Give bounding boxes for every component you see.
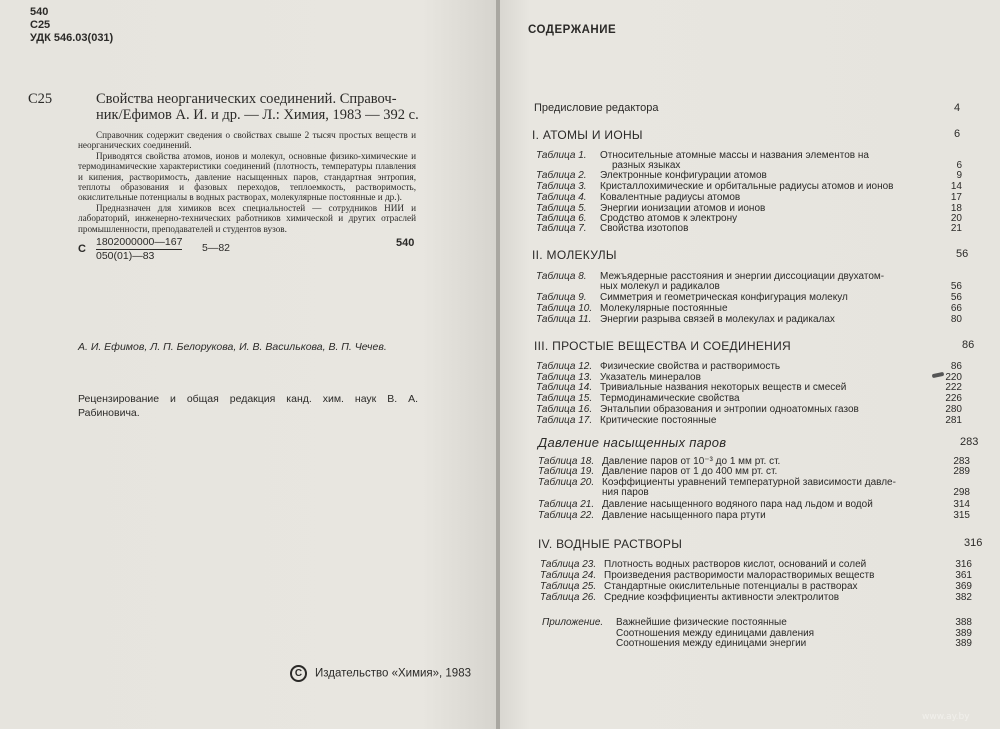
appendix-title: Важнейшие физические постоянные: [616, 617, 787, 628]
appendix-page: 389: [955, 628, 972, 639]
toc-page: 220: [945, 372, 962, 383]
section-4-title: IV. ВОДНЫЕ РАСТВОРЫ: [538, 537, 683, 551]
toc-label: Таблица 21.: [538, 499, 595, 510]
toc-label: Таблица 13.: [536, 372, 593, 383]
code-c25: С25: [30, 19, 51, 31]
toc-row: [536, 192, 962, 203]
catalog-suffix: 5—82: [202, 242, 231, 254]
toc-row: [540, 570, 972, 581]
toc-row: [538, 499, 970, 510]
copyright-line: [290, 665, 471, 682]
toc-page: 6: [956, 160, 962, 171]
catalog-denominator: 050(01)—83: [96, 250, 155, 262]
bibliographic-description: [96, 91, 419, 123]
toc-title: Молекулярные постоянные: [600, 303, 728, 314]
toc-title: Физические свойства и растворимость: [600, 361, 781, 372]
udk-code: УДК 546.03(031): [30, 32, 114, 44]
toc-row: [536, 404, 962, 415]
toc-label: Таблица 5.: [536, 203, 587, 214]
catalog-letter: С: [78, 243, 86, 255]
appendix-title: Соотношения между единицами давления: [616, 628, 815, 639]
toc-page: 369: [955, 581, 972, 592]
toc-row: [536, 415, 962, 426]
description-line-2: ник/Ефимов А. И. и др. — Л.: Химия, 1983 — 392 с.: [96, 107, 419, 123]
copyright-icon: C: [290, 665, 307, 682]
toc-title: ния паров: [602, 487, 649, 498]
toc-row: [536, 382, 962, 393]
watermark: www.ay.by: [922, 712, 970, 722]
subsection-vapor-title: Давление насыщенных паров: [538, 435, 727, 450]
toc-page: 9: [956, 170, 962, 181]
toc-label: Таблица 10.: [536, 303, 593, 314]
toc-title: Относительные атомные массы и названия элементов на: [600, 150, 869, 161]
appendix-page: 388: [955, 617, 972, 628]
appendix-label: Приложение.: [542, 617, 604, 628]
appendix-page: 389: [955, 638, 972, 649]
toc-row: [536, 223, 962, 234]
toc-label: Таблица 14.: [536, 382, 593, 393]
appendix-row: [616, 638, 972, 649]
toc-title: Ковалентные радиусы атомов: [600, 192, 741, 203]
toc-title: Энергии разрыва связей в молекулах и радикалах: [600, 314, 835, 325]
toc-page: 298: [953, 487, 970, 498]
toc-row: [540, 559, 972, 570]
toc-label: Таблица 7.: [536, 223, 587, 234]
toc-label: Таблица 8.: [536, 271, 587, 282]
toc-title: Указатель минералов: [600, 372, 701, 383]
toc-label: Таблица 25.: [540, 581, 597, 592]
toc-label: Таблица 9.: [536, 292, 587, 303]
catalog-price-code: 540: [396, 237, 415, 249]
toc-title: Средние коэффициенты активности электролитов: [604, 592, 840, 603]
copyright-text: Издательство «Химия», 1983: [315, 667, 471, 680]
toc-label: Таблица 19.: [538, 466, 595, 477]
toc-label: Таблица 1.: [536, 150, 587, 161]
toc-title: Давление насыщенного пара ртути: [602, 510, 766, 521]
toc-title: Стандартные окислительные потенциалы в растворах: [604, 581, 858, 592]
catalog-numerator: 1802000000—167: [96, 236, 183, 248]
toc-row: [536, 303, 962, 314]
toc-page: 14: [950, 181, 962, 192]
toc-page: 222: [945, 382, 962, 393]
toc-title: Критические постоянные: [600, 415, 717, 426]
section-2-page: 56: [956, 248, 969, 260]
toc-page: 56: [950, 292, 962, 303]
toc-title: Термодинамические свойства: [600, 393, 740, 404]
toc-label: Таблица 3.: [536, 181, 587, 192]
toc-page: 382: [955, 592, 972, 603]
toc-title: Давление паров от 1 до 400 мм рт. ст.: [602, 466, 778, 477]
toc-page: 289: [953, 466, 970, 477]
contents-heading: СОДЕРЖАНИЕ: [528, 24, 617, 36]
section-1-page: 6: [954, 128, 961, 140]
preface-title: Предисловие редактора: [534, 102, 659, 114]
toc-row: [536, 393, 962, 404]
toc-label: Таблица 11.: [536, 314, 592, 325]
toc-row: [536, 181, 962, 192]
toc-row: [536, 281, 962, 292]
toc-page: 314: [953, 499, 970, 510]
toc-title: Симметрия и геометрическая конфигурация молекул: [600, 292, 848, 303]
annotation-paragraph-2: Приводятся свойства атомов, ионов и молекул, основные физико-химические и термодинамические характеристики соединений (плотность, температуры плавления и кипения, растворимость, давление насыщенных паров, стандартная энтропия, теплоты образования и фазовых переходов, теплоемкость, растворимость, окислительные потенциалы в водных растворах, молекулярные постоянные и др.).: [78, 150, 416, 203]
review-credit: Рецензирование и общая редакция канд. хим. наук В. А. Рабиновича.: [78, 393, 418, 419]
toc-title: Энтальпии образования и энтропии одноатомных газов: [600, 404, 859, 415]
toc-label: Таблица 17.: [536, 415, 593, 426]
toc-page: 86: [950, 361, 962, 372]
toc-row: [536, 292, 962, 303]
section-4-page: 316: [964, 537, 983, 549]
toc-title: Энергии ионизации атомов и ионов: [600, 203, 766, 214]
appendix-row: [616, 617, 972, 628]
section-3-page: 86: [962, 339, 975, 351]
section-3-title: III. ПРОСТЫЕ ВЕЩЕСТВА И СОЕДИНЕНИЯ: [534, 339, 792, 353]
toc-page: 281: [945, 415, 962, 426]
section-1-title: I. АТОМЫ И ИОНЫ: [532, 128, 643, 142]
toc-label: Таблица 2.: [536, 170, 587, 181]
code-540: 540: [30, 6, 49, 18]
toc-title: Тривиальные названия некоторых веществ и смесей: [600, 382, 847, 393]
toc-page: 316: [955, 559, 972, 570]
toc-page: 226: [945, 393, 962, 404]
toc-page: 17: [950, 192, 962, 203]
toc-page: 66: [950, 303, 962, 314]
toc-row: [536, 314, 962, 325]
toc-row: [536, 170, 962, 181]
preface-page: 4: [954, 102, 961, 114]
toc-title: Давление насыщенного водяного пара над льдом и водой: [602, 499, 873, 510]
toc-row: [540, 592, 972, 603]
appendix-title: Соотношения между единицами энергии: [616, 638, 807, 649]
toc-page: 80: [950, 314, 962, 325]
toc-label: Таблица 4.: [536, 192, 587, 203]
toc-page: 315: [953, 510, 970, 521]
toc-page: 21: [950, 223, 962, 234]
toc-title: Электронные конфигурации атомов: [600, 170, 767, 181]
toc-label: Таблица 15.: [536, 393, 593, 404]
section-2-title: II. МОЛЕКУЛЫ: [532, 248, 617, 262]
toc-title: Сродство атомов к электрону: [600, 213, 738, 224]
toc-title: Коэффициенты уравнений температурной зависимости давле-: [602, 477, 896, 488]
toc-title: разных языках: [612, 160, 681, 171]
toc-label: Таблица 20.: [538, 477, 595, 488]
annotation: [78, 130, 416, 234]
toc-page: 361: [955, 570, 972, 581]
toc-title: Межъядерные расстояния и энергии диссоциации двухатом-: [600, 271, 885, 282]
catalog-fraction: [96, 236, 182, 262]
toc-row: [538, 487, 970, 498]
toc-label: Таблица 12.: [536, 361, 593, 372]
toc-row: [536, 361, 962, 372]
catalog-index: С25: [28, 91, 53, 107]
toc-page: 18: [950, 203, 962, 214]
toc-title: Кристаллохимические и орбитальные радиусы атомов и ионов: [600, 181, 894, 192]
subsection-vapor-page: 283: [960, 436, 979, 448]
toc-label: Таблица 18.: [538, 456, 595, 467]
toc-page: 283: [953, 456, 970, 467]
toc-title: Давление паров от 10⁻³ до 1 мм рт. ст.: [602, 456, 781, 467]
toc-title: Плотность водных растворов кислот, оснований и солей: [604, 559, 867, 570]
toc-label: Таблица 16.: [536, 404, 593, 415]
toc-page: 56: [950, 281, 962, 292]
toc-title: Свойства изотопов: [600, 223, 689, 234]
toc-label: Таблица 26.: [540, 592, 597, 603]
toc-row: [540, 581, 972, 592]
toc-page: 20: [950, 213, 962, 224]
toc-label: Таблица 6.: [536, 213, 587, 224]
toc-title: ных молекул и радикалов: [600, 281, 720, 292]
toc-row: [538, 466, 970, 477]
annotation-paragraph-3: Предназначен для химиков всех специальностей — сотрудников НИИ и лабораторий, инженерно-технических работников химической и других отраслей промышленности, преподавателей и студентов вузов.: [78, 202, 416, 234]
authors: А. И. Ефимов, Л. П. Белорукова, И. В. Василькова, В. П. Чечев.: [78, 341, 387, 353]
toc-label: Таблица 23.: [540, 559, 597, 570]
toc-page: 280: [945, 404, 962, 415]
toc-title: Произведения растворимости малорастворимых веществ: [604, 570, 875, 581]
description-line-1: Свойства неорганических соединений. Справоч-: [96, 91, 397, 107]
toc-label: Таблица 22.: [538, 510, 595, 521]
annotation-paragraph-1: Справочник содержит сведения о свойствах свыше 2 тысяч простых веществ и неорганических соединений.: [78, 130, 416, 151]
toc-label: Таблица 24.: [540, 570, 597, 581]
toc-row: [538, 510, 970, 521]
